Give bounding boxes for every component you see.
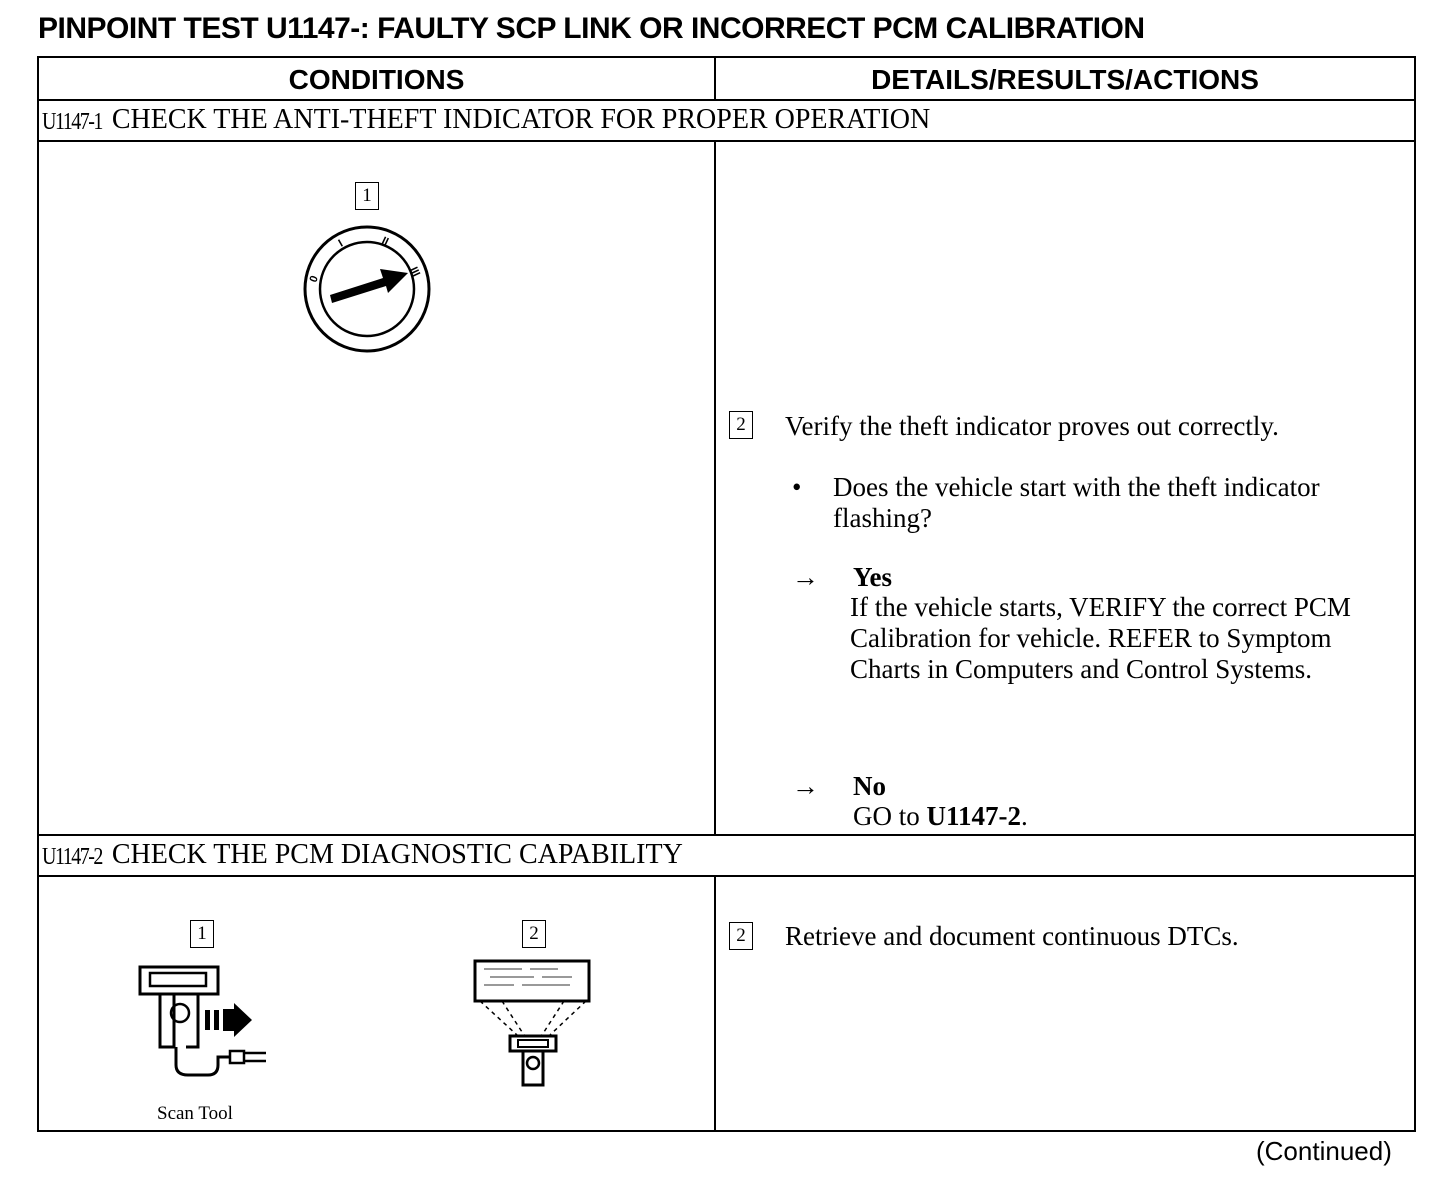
yes-arrow-icon: → (792, 562, 819, 592)
no-result-prefix: GO to (853, 801, 927, 831)
key-position-3: III (407, 265, 423, 279)
step1-action-number: 2 (729, 411, 753, 439)
scan-tool-display-icon (472, 959, 594, 1089)
step1-column-divider (714, 141, 716, 835)
step2-column-divider (714, 876, 716, 1132)
step1-action-text: Verify the theft indicator proves out correctly. (785, 411, 1279, 441)
step2-illustration2-number: 2 (522, 920, 546, 948)
no-arrow-icon: → (792, 771, 819, 801)
key-arrow-icon (330, 269, 408, 303)
step1-illustration-number: 1 (355, 182, 379, 210)
yes-result-text: If the vehicle starts, VERIFY the correct PCM Calibration for vehicle. REFER to Symptom Charts in Computers and Control Systems. (850, 592, 1351, 684)
details-column-header: DETAILS/RESULTS/ACTIONS (871, 64, 1259, 95)
step1-heading-divider (37, 140, 1416, 142)
scan-tool-caption: Scan Tool (157, 1103, 233, 1124)
step2-action-text: Retrieve and document continuous DTCs. (785, 921, 1239, 951)
no-result-suffix: . (1021, 801, 1028, 831)
step1-heading (42, 104, 930, 136)
step2-illustration1-number: 1 (190, 920, 214, 948)
page-title: PINPOINT TEST U1147-: FAULTY SCP LINK OR INCORRECT PCM CALIBRATION (38, 12, 1145, 45)
step2-action-number: 2 (729, 922, 753, 950)
step2-heading-divider (37, 875, 1416, 877)
key-position-1: I (336, 237, 346, 250)
step1-title: CHECK THE ANTI-THEFT INDICATOR FOR PROPER OPERATION (111, 104, 931, 135)
no-result-text (853, 801, 1028, 832)
step2-title: CHECK THE PCM DIAGNOSTIC CAPABILITY (111, 839, 683, 870)
step1-question: Does the vehicle start with the theft indicator flashing? (833, 472, 1320, 533)
no-label: No (853, 771, 886, 801)
continued-note: (Continued) (1256, 1136, 1392, 1166)
step2-code: U1147-2 (42, 843, 102, 871)
step1-code: U1147-1 (42, 108, 102, 136)
bullet-icon: • (792, 472, 802, 502)
conditions-column-header: CONDITIONS (288, 64, 465, 95)
scan-tool-connect-icon (138, 965, 270, 1083)
step2-heading (42, 839, 683, 871)
yes-label: Yes (853, 562, 892, 592)
step2-top-divider (37, 834, 1416, 836)
key-position-0: 0 (307, 274, 321, 285)
key-position-2: II (379, 234, 391, 249)
ignition-key-switch-icon (300, 225, 435, 355)
goto-step2-link[interactable]: U1147-2 (926, 801, 1021, 831)
